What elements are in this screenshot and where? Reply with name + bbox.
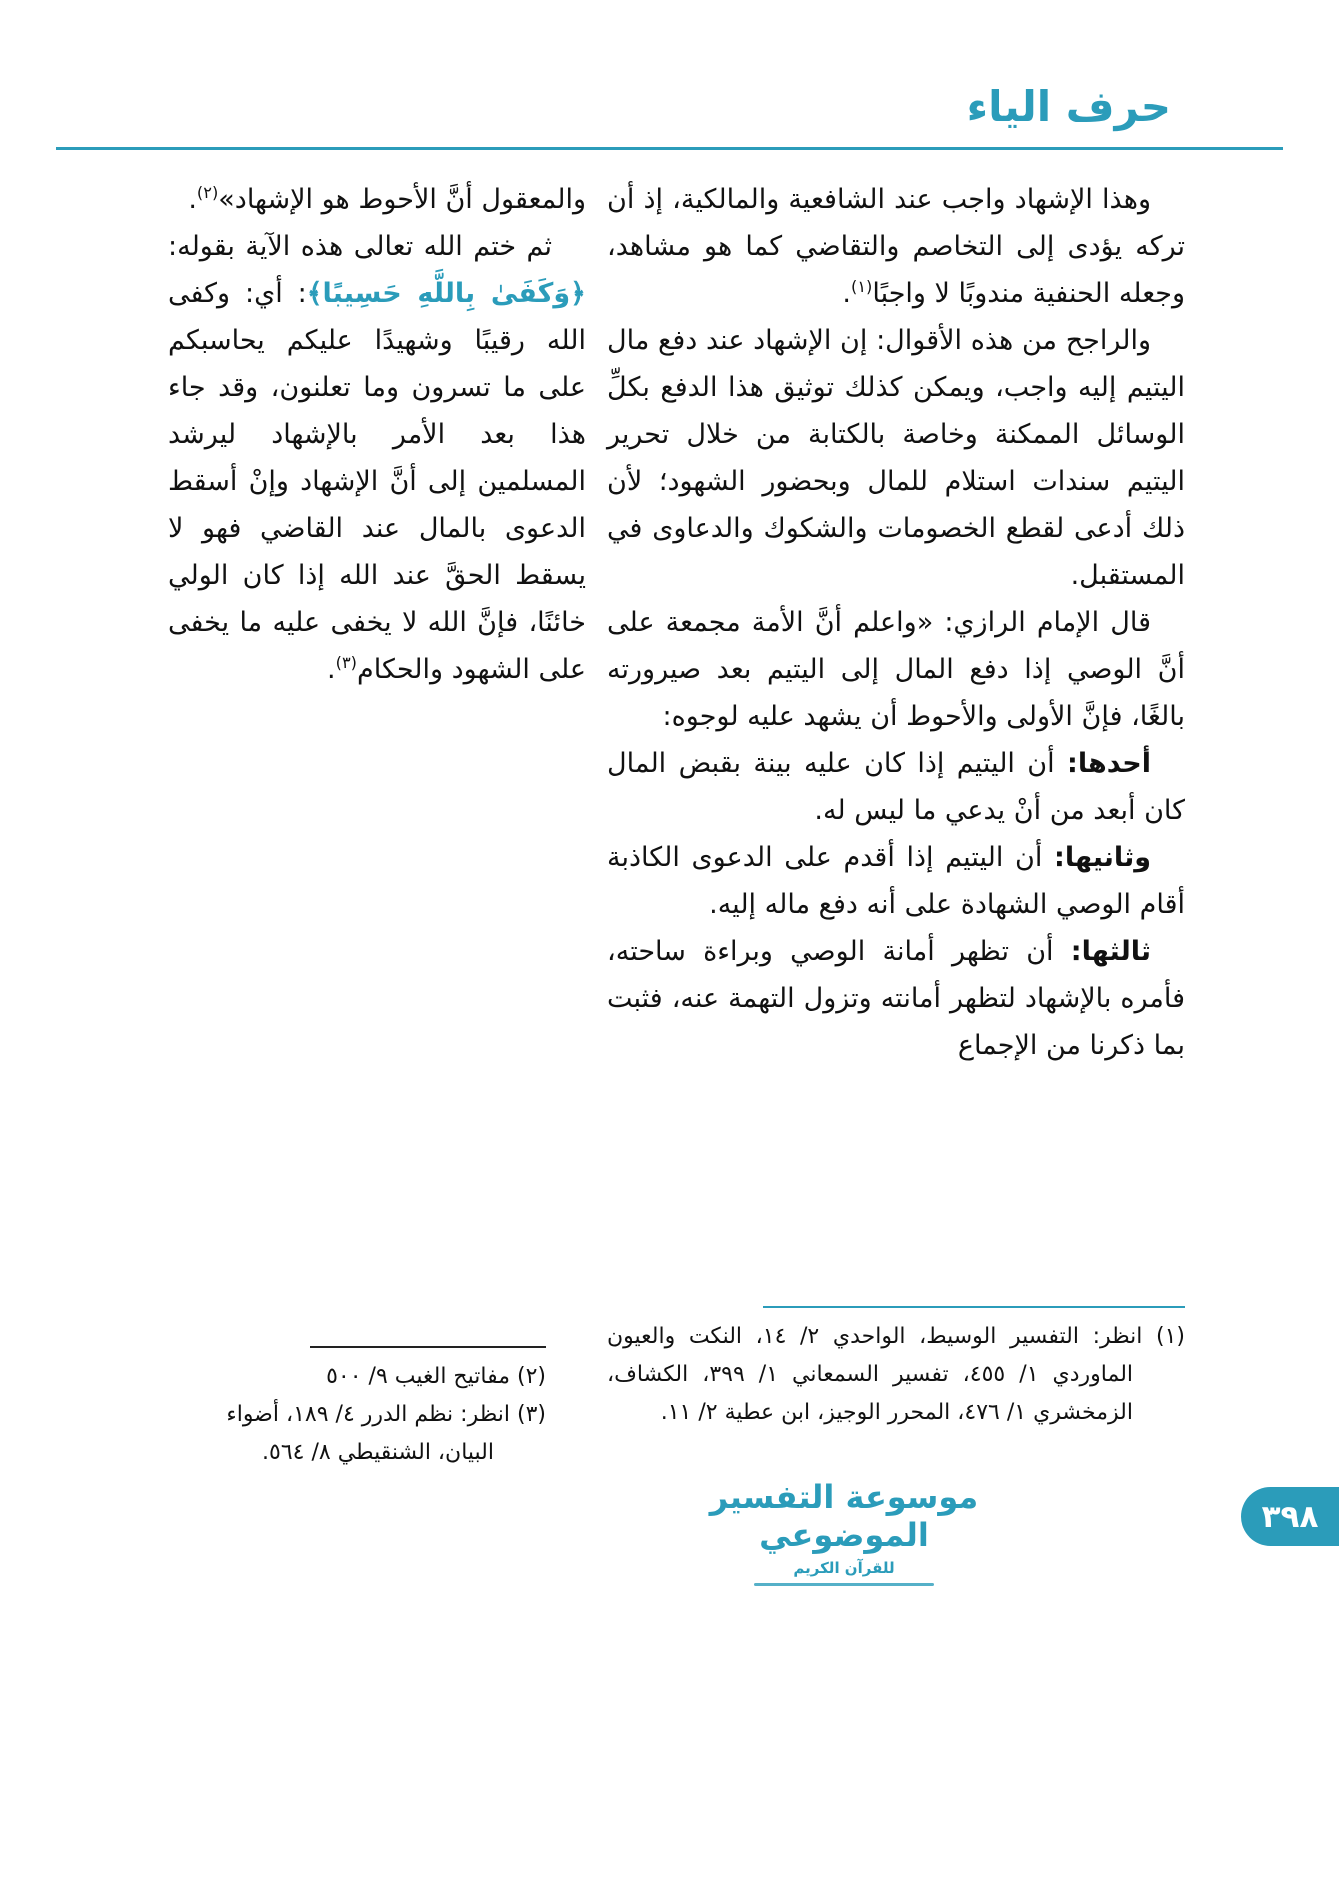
- list-lead-word: أحدها:: [1067, 748, 1151, 779]
- paragraph-text: أن تظهر أمانة الوصي وبراءة ساحته، فأمره بالإشهاد لتظهر أمانته وتزول التهمة عنه، فثبت بما ذكرنا من الإجماع: [607, 936, 1185, 1061]
- paragraph-text: : أي: وكفى الله رقيبًا وشهيدًا عليكم يحاسبكم على ما تسرون وما تعلنون، وقد جاء هذا بعد الأمر بالإشهاد ليرشد المسلمين إلى أنَّ الإشهاد وإنْ أسقط الدعوى بالمال عند القاضي فهو لا يسقط الحقَّ عند الله إذا كان الولي خائنًا، فإنَّ الله لا يخفى عليه ما يخفى على الشهود والحكام: [168, 278, 586, 685]
- publisher-logo-subtitle: للقرآن الكريم: [793, 1558, 895, 1577]
- paragraph-ruling-intro: [607, 176, 1185, 317]
- page-number: ٣٩٨: [1261, 1498, 1319, 1535]
- list-lead-word: وثانيها:: [1054, 842, 1151, 873]
- paragraph-reason-second: [607, 834, 1185, 928]
- list-lead-word: ثالثها:: [1070, 936, 1151, 967]
- publisher-logo: [699, 1478, 989, 1586]
- paragraph-razi-quote: قال الإمام الرازي: «واعلم أنَّ الأمة مجمعة على أنَّ الوصي إذا دفع المال إلى اليتيم بعد صيرورته بالغًا، فإنَّ الأولى والأحوط أن يشهد عليه لوجوه:: [607, 607, 1185, 732]
- chapter-heading: حرف الياء: [966, 82, 1171, 131]
- paragraph-text: والمعقول أنَّ الأحوط هو الإشهاد»: [218, 184, 586, 215]
- left-column: [168, 176, 586, 693]
- footnote-item-3: (٣) انظر: نظم الدرر ٤/ ١٨٩، أضواء البيان، الشنقيطي ٨/ ٥٦٤.: [226, 1402, 546, 1465]
- paragraph-reason-first: [607, 740, 1185, 834]
- logo-flourish-ornament: [754, 1583, 934, 1586]
- paragraph-text: ثم ختم الله تعالى هذه الآية بقوله:: [168, 231, 552, 262]
- quran-verse: ﴿وَكَفَىٰ بِاللَّهِ حَسِيبًا﴾: [306, 278, 586, 309]
- footnote-marker-2: (٢): [196, 183, 219, 202]
- paragraph-text: .: [842, 278, 851, 309]
- paragraph-text: .: [188, 184, 197, 215]
- paragraph-verse-commentary: [168, 223, 586, 693]
- paragraph-text: أن اليتيم إذا كان عليه بينة بقبض المال كان أبعد من أنْ يدعي ما ليس له.: [607, 748, 1185, 826]
- right-column: [607, 176, 1185, 1069]
- footnote-marker-1: (١): [850, 277, 873, 296]
- footnotes-left-column: [166, 1358, 546, 1472]
- footnotes-right-column: [607, 1318, 1185, 1432]
- footnote-item-1: (١) انظر: التفسير الوسيط، الواحدي ٢/ ١٤، النكت والعيون الماوردي ١/ ٤٥٥، تفسير السمعاني ١/ ٣٩٩، الكشاف، الزمخشري ١/ ٤٧٦، المحرر الوجيز، ابن عطية ٢/ ١١.: [607, 1324, 1186, 1425]
- publisher-logo-title: موسوعة التفسير الموضوعي: [709, 1478, 979, 1555]
- paragraph-preferred-opinion: والراجح من هذه الأقوال: إن الإشهاد عند دفع مال اليتيم إليه واجب، ويمكن كذلك توثيق هذا الدفع بكلِّ الوسائل الممكنة وخاصة بالكتابة من خلال تحرير اليتيم سندات استلام للمال وبحضور الشهود؛ لأن ذلك أدعى لقطع الخصومات والشكوك والدعاوى في المستقبل.: [607, 325, 1185, 591]
- paragraph-text: أن اليتيم إذا أقدم على الدعوى الكاذبة أقام الوصي الشهادة على أنه دفع ماله إليه.: [607, 842, 1185, 920]
- header-divider: [56, 147, 1283, 150]
- footnote-item-2: (٢) مفاتيح الغيب ٩/ ٥٠٠: [326, 1364, 546, 1389]
- paragraph-text: .: [327, 654, 336, 685]
- footnote-divider-right: [763, 1306, 1185, 1308]
- footnote-marker-3: (٣): [335, 653, 357, 672]
- paragraph-reason-third: [607, 928, 1185, 1069]
- page-number-badge: [1241, 1487, 1339, 1546]
- footnote-divider-left: [310, 1346, 546, 1348]
- paragraph-text: وهذا الإشهاد واجب عند الشافعية والمالكية، إذ أن تركه يؤدى إلى التخاصم والتقاضي كما هو مشاهد، وجعله الحنفية مندوبًا لا واجبًا: [607, 184, 1185, 309]
- paragraph-quote-continuation: [168, 176, 586, 223]
